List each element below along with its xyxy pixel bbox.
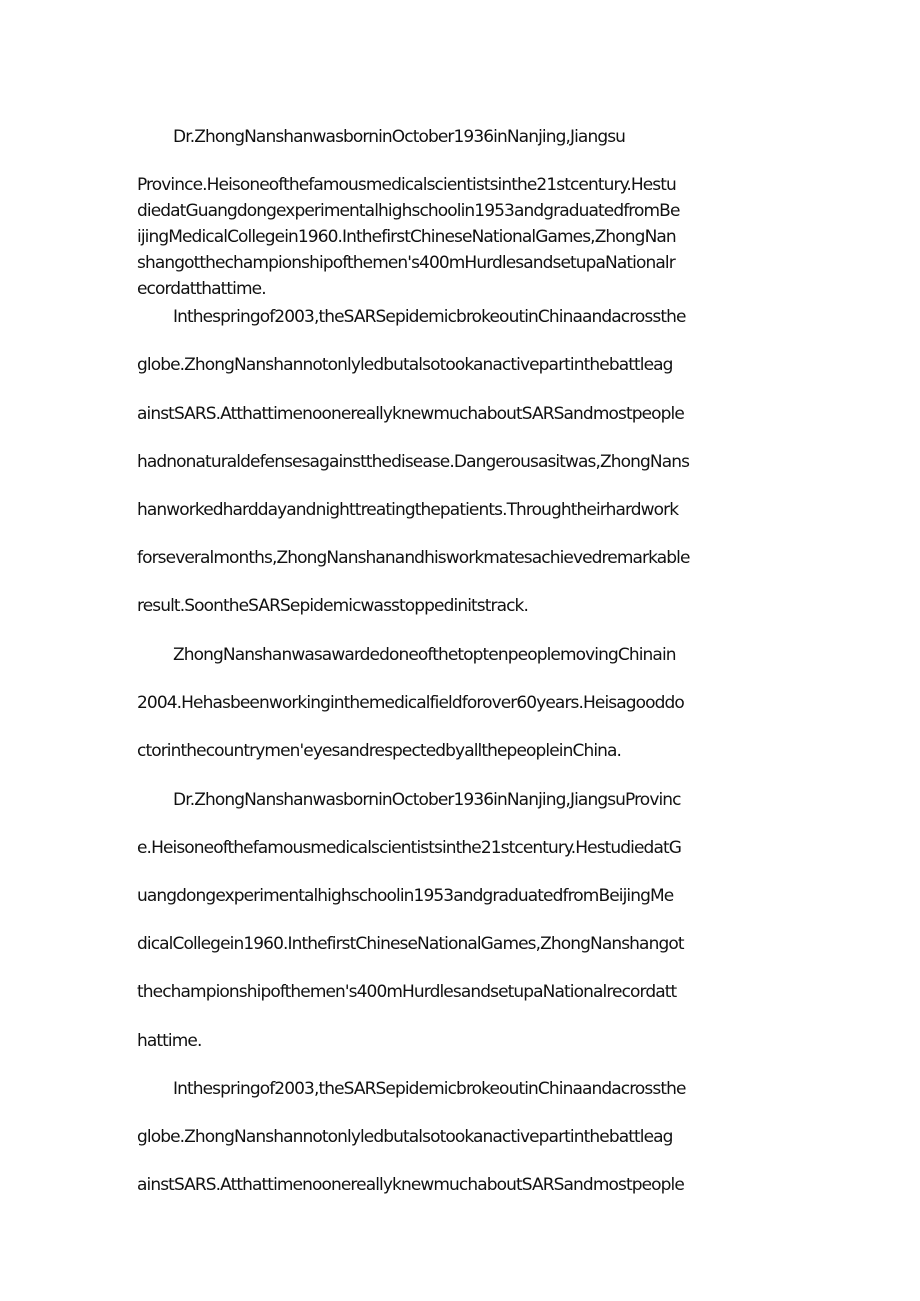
paragraph-4-line-3: uangdongexperimentalhighschoolin1953andgraduatedfromBeijingMe xyxy=(137,886,674,906)
paragraph-5-line-1: Inthespringof2003,theSARSepidemicbrokeoutinChinaandacrossthe xyxy=(173,1079,686,1099)
paragraph-2-line-1: Inthespringof2003,theSARSepidemicbrokeoutinChinaandacrossthe xyxy=(173,307,686,327)
paragraph-2-line-3: ainstSARS.AtthattimenoonereallyknewmuchaboutSARSandmostpeople xyxy=(137,404,684,424)
paragraph-1-line-3: diedatGuangdongexperimentalhighschoolin1953andgraduatedfromBe xyxy=(137,201,680,221)
paragraph-3-line-1: ZhongNanshanwasawardedoneofthetoptenpeoplemovingChinain xyxy=(173,645,676,665)
paragraph-1-line-6: ecordatthattime. xyxy=(137,279,266,299)
paragraph-4-line-2: e.Heisoneofthefamousmedicalscientistsinthe21stcentury.HestudiedatG xyxy=(137,838,682,858)
paragraph-4-line-1: Dr.ZhongNanshanwasborninOctober1936inNanjing,JiangsuProvinc xyxy=(173,790,681,810)
paragraph-1-line-4: ijingMedicalCollegein1960.InthefirstChineseNationalGames,ZhongNan xyxy=(137,227,676,247)
paragraph-2-line-7: result.SoontheSARSepidemicwasstoppedinitstrack. xyxy=(137,596,529,616)
paragraph-2-line-4: hadnonaturaldefensesagainstthedisease.Dangerousasitwas,ZhongNans xyxy=(137,452,690,472)
paragraph-1-line-1: Dr.ZhongNanshanwasborninOctober1936inNanjing,Jiangsu xyxy=(173,127,626,147)
paragraph-3-line-2: 2004.Hehasbeenworkinginthemedicalfieldforover60years.Heisagooddo xyxy=(137,693,684,713)
paragraph-1-line-2: Province.Heisoneofthefamousmedicalscientistsinthe21stcentury.Hestu xyxy=(137,175,676,195)
paragraph-2-line-5: hanworkedharddayandnighttreatingthepatients.Throughtheirhardwork xyxy=(137,500,679,520)
paragraph-5-line-3: ainstSARS.AtthattimenoonereallyknewmuchaboutSARSandmostpeople xyxy=(137,1175,684,1195)
paragraph-2-line-6: forseveralmonths,ZhongNanshanandhisworkmatesachievedremarkable xyxy=(137,548,690,568)
paragraph-1-line-5: shangotthechampionshipofthemen's400mHurdlesandsetupaNationalr xyxy=(137,253,675,273)
paragraph-4-line-5: thechampionshipofthemen's400mHurdlesandsetupaNationalrecordatt xyxy=(137,982,677,1002)
paragraph-4-line-4: dicalCollegein1960.InthefirstChineseNationalGames,ZhongNanshangot xyxy=(137,934,684,954)
paragraph-4-line-6: hattime. xyxy=(137,1031,202,1051)
paragraph-5-line-2: globe.ZhongNanshannotonlyledbutalsotookanactivepartinthebattleag xyxy=(137,1127,673,1147)
paragraph-3-line-3: ctorinthecountrymen'eyesandrespectedbyallthepeopleinChina. xyxy=(137,741,622,761)
paragraph-2-line-2: globe.ZhongNanshannotonlyledbutalsotookanactivepartinthebattleag xyxy=(137,355,673,375)
